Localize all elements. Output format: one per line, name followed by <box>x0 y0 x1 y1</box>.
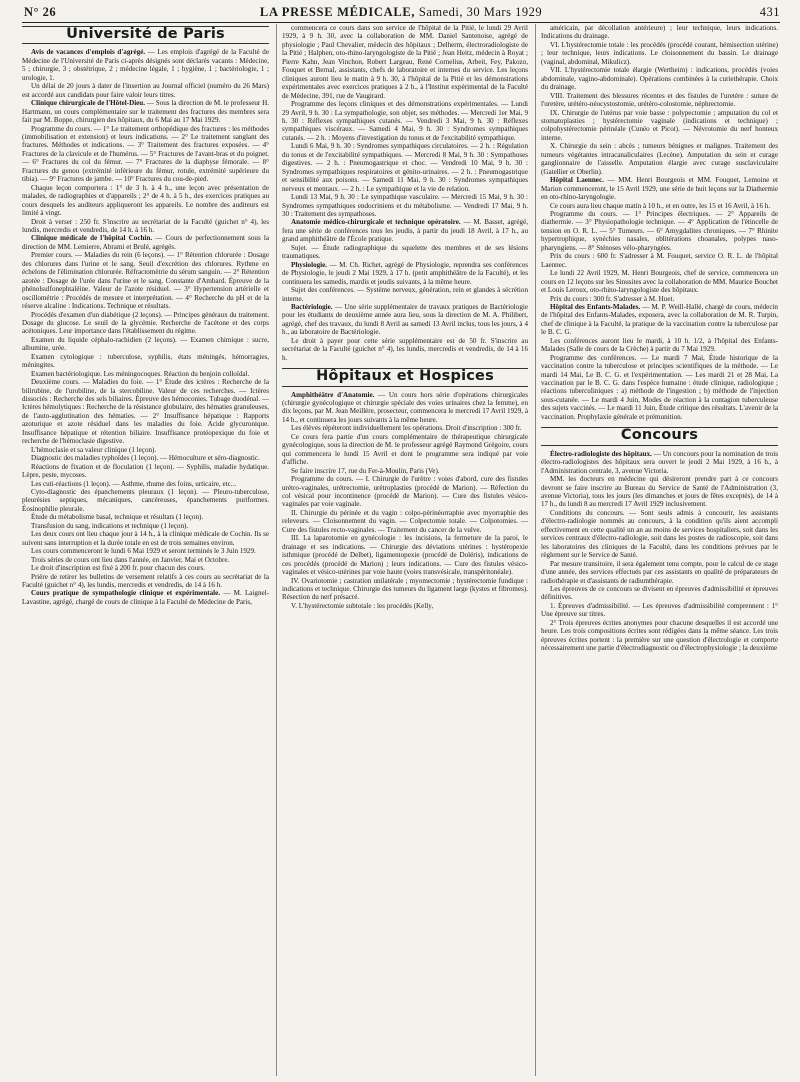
column-3 <box>541 24 778 1074</box>
paragraph-text: — M. P. Weill-Hallé, chargé de cours, médecin de l'hôpital des Enfants-Malades, exposera, avec la collaboration de M. R. Turpin, chef de clinique à la Faculté, la pratique de la vaccination contre la tuberculose par le B. C. G. <box>541 302 778 337</box>
section-title-hopitaux: Hôpitaux et Hospices <box>316 368 494 385</box>
paragraph <box>541 24 778 41</box>
paragraph <box>541 509 778 560</box>
paragraph <box>282 475 528 509</box>
paragraph <box>282 261 528 286</box>
paragraph-text: Programme des leçons cliniques et des démonstrations expérimentales. — Lundi 29 Avril, 9 h. 30 : La sympathologie, son objet, ses méthodes. — Mercredi 1er Mai, 9 h. 30 : Réflexes sympathiques cutanés. — Vendredi 3 Mai, 9 h. 30 : Réflexes sympathiques viscéraux. — Samedi 4 Mai, 9 h. 30 : Syndromes sympathiques cutanés. — 2 h. : Moyens d'investigation du tonus et de l'excitabilité sympathique. <box>282 100 528 142</box>
paragraph-text: — MM. Henri Bourgeois et MM. Fouquet, Lemoine et Marion commenceront, le 15 Avril 1929, une série de huit leçons sur la Diathermie en oto-rhino-laryngologie. <box>541 176 778 202</box>
paragraph-heading: Amphithéâtre d'Anatomie. <box>291 390 375 399</box>
paragraph-text: Transfusion du sang, indications et technique (1 leçon). <box>31 521 189 530</box>
section-rule <box>22 43 269 44</box>
paragraph <box>282 602 528 610</box>
paragraph <box>22 99 269 124</box>
paragraph <box>541 269 778 294</box>
paragraph <box>22 218 269 235</box>
paragraph <box>541 619 778 653</box>
paragraph-text: Les cours commenceront le lundi 6 Mai 1929 et seront terminés le 3 Juin 1929. <box>31 547 256 556</box>
col1-body <box>22 48 269 606</box>
paragraph-text: Examen cytologique : tuberculose, syphilis, états méningés, hémorragies, méningites. <box>22 352 269 370</box>
paragraph <box>541 252 778 269</box>
paragraph-text: Programme du cours. — I. Chirurgie de l'urètre : voies d'abord, cure des fistules urétro-vaginales, urétrectomie, urétroplasties (procédé de Marion). — Réfection du col vésical pour incontinence (procédé de Marion). — Cure des fistules vésico-vaginales par voie vaginale. <box>282 475 528 509</box>
paragraph <box>22 522 269 530</box>
paragraph <box>541 142 778 176</box>
paragraph <box>282 577 528 602</box>
journal-title-line <box>22 5 780 20</box>
paragraph-text: Prix du cours : 300 fr. S'adresser à M. Huet. <box>550 294 675 303</box>
paragraph-text: — Un cours hors série d'opérations chirurgicales (chirurgie gynécologique et chirurgie spéciale des voies urinaires chez la femme), en dix leçons, par M. Jean Meillère, prosecteur, commencera le mercredi 17 Avril 1929, à 14 h., et continuera les jours suivants à la même heure. <box>282 390 528 424</box>
paragraph <box>541 66 778 91</box>
paragraph-text: Réactions de fixation et de floculation (1 leçon). — Syphilis, maladie hydatique. Lèpre, peste, mycoses. <box>22 462 269 480</box>
paragraph-text: Premier cours. — Maladies du rein (6 leçons). — 1° Rétention chlorurée : Dosage des chlorures dans l'urine et le sang. Seuil d'excrétion des chlorures. Rythme en échelons de l'élimination chlorurée. Réfractomètrie du sérum sanguin. — 2° Rétention azotée : Dosage de l'urée dans l'urine et le sang. Constante d'Ambard. Épreuve de la phénolsulfonephtaléine. Valeur de l'azote résiduel. — 3° Hypertension artérielle et oscillométrie : Procédés de mesure et interprétation. — 4° Recherche du pH et de la réserve alcaline : Indications. Technique et résultats. <box>22 251 269 311</box>
paragraph <box>541 475 778 509</box>
paragraph <box>282 142 528 193</box>
paragraph <box>541 337 778 354</box>
masthead <box>22 4 780 23</box>
paragraph-text: — M. Laignel-Lavastine, agrégé, chargé de cours de clinique à la Faculté de Médecine de Paris, <box>22 589 269 606</box>
paragraph-text: Étude du métabolisme basal, technique et résultats (1 leçon). <box>31 513 204 522</box>
paragraph <box>22 463 269 480</box>
paragraph-text: 1. Épreuves d'admissibilité. — Les épreuves d'admissibilité comprennent : 1° Une épreuve sur titres. <box>541 601 778 619</box>
paragraph <box>541 41 778 66</box>
paragraph-text: Conditions du concours. — Sont seuls admis à concourir, les assistants d'électro-radiologie nommés au concours, à la condition qu'ils aient accompli effectivement en cette qualité un an au moins de services hospitaliers, soit dans les services centraux d'électro-radiologie, soit dans les postes de radioscopie, soit dans les laboratoires des cliniques de la Faculté, dans les conditions prévues par le règlement sur le Service de Santé. <box>541 508 778 560</box>
paragraph <box>541 92 778 109</box>
paragraph-heading: Cours pratique de sympathologie clinique et expérimentale. <box>31 589 221 598</box>
paragraph-text: — Cours de perfectionnement sous la direction de MM. Lemierre, Abrami et Brulé, agrégés. <box>22 234 269 251</box>
paragraph-text: — Une série supplémentaire de travaux pratiques de Bactériologie pour les étudiants de deuxième année aura lieu, sous la direction de M. A. Philibert, agrégé, chef des travaux, du lundi 8 Avril au samedi 13 Avril inclus, tous les jours, à 4 h., au laboratoire de Bactériologie. <box>282 302 528 337</box>
paragraph <box>22 234 269 251</box>
paragraph <box>282 303 528 337</box>
paragraph-heading: Avis de vacances d'emplois d'agrégé. <box>31 48 146 57</box>
paragraph <box>541 303 778 337</box>
paragraph <box>282 509 528 534</box>
paragraph <box>22 353 269 370</box>
paragraph <box>541 202 778 210</box>
paragraph-text: Procédés d'examen d'un diabétique (2 leçons). — Principes généraux du traitement. Dosage du glucose. Le seuil de la glycémie. Recherche de l'acétone et des corps acétoniques. Leur importance dans l'établissement du régime. <box>22 310 269 336</box>
paragraph <box>22 311 269 336</box>
paragraph-text: — M. Basset, agrégé, fera une série de conférences tous les jeudis, à partir du jeudi 18 Avril, à 17 h., au grand amphithéâtre de l'École pratique. <box>282 218 528 244</box>
paragraph-text: 2° Trois épreuves écrites anonymes pour chacune desquelles il est accordé une heure. Les trois compositions écrites sont rédigées dans la même séance. Les trois épreuves écrites portent : la première sur une question d'électrologie et comporte nécessairement une partie d'électrodiagnostic ou d'électrophysiologie ; la deuxième <box>541 618 778 653</box>
paragraph <box>22 125 269 184</box>
paragraph <box>282 193 528 218</box>
paragraph <box>22 556 269 564</box>
paragraph-text: Examen bactériologique. Les méningocoques. Réaction du benjoin colloïdal. <box>31 369 250 378</box>
paragraph-text: — Un concours pour la nomination de trois électro-radiologistes des hôpitaux sera ouvert le jeudi 2 Mai 1929, à 16 h., à l'Administration centrale, 3, avenue Victoria. <box>541 449 778 475</box>
paragraph-text: Lundi 13 Mai, 9 h. 30 : Le sympathique vasculaire. — Mercredi 15 Mai, 9 h. 30 : Syndromes sympathiques endocriniens et du métabolisme. — Vendredi 17 Mai, 9 h. 30 : Traitement des sympathoses. <box>282 193 528 218</box>
paragraph-text: Programme du cours. — 1° Le traitement orthopédique des fractures : les méthodes (immobilisation et extension) et leurs indications. — 2° Le traitement sanglant des fractures. Méthodes et indications. — 3° Traitement des fractures exposées. — 4° Fractures de la clavicule et de l'humérus. — 5° Fractures de l'avant-bras et du poignet. — 6° Fractures du col du fémur. — 7° Fractures de la diaphyse fémorale. — 8° Fractures du genou (extrémité inférieure du fémur, rotule, extrémité supérieure du tibia). — 9° Fractures de jambe. — 10° Fractures du cou-de-pied. <box>22 124 269 184</box>
paragraph-text: II. Chirurgie du périnée et du vagin : colpo-périnéorraphie avec myorraphie des releveurs. — Cloisonnement du vagin. — Colpectomie totale. — Colpotomies. — Cure des fistules recto-vaginales. — Traitement du cancer de la vulve. <box>282 508 528 534</box>
paragraph <box>22 564 269 572</box>
paragraph-heading: Électro-radiologiste des hôpitaux. <box>550 449 652 458</box>
paragraph <box>22 251 269 310</box>
paragraph-text: commencera ce cours dans son service de l'hôpital de la Pitié, le lundi 29 Avril 1929, à 9 h. 30, avec la collaboration de MM. Daniel Santenoise, agrégé de physiologie ; Paul Chevalier, médecin des hôpitaux ; Delherm, électroradiologiste de la Pitié ; Halphen, oto-rhino-laryngologiste de la Pitié ; Jean Heitz, médecin à Royat ; Pierre Kahn, Jean Vinchon, Robert Largeau, René Cornelius, Arbeit, Fey, Pakozo, Fouquet et Bernal, assistants, chefs de laboratoire et internes du service. Les leçons cliniques auront lieu le matin à 9 h. 30, à l'hôpital de la Pitié et les démonstrations expérimentales avec exercices pratiques à 2 h., à l'Institut expérimental de la Faculté de Médecine, 391, rue de Vaugirard. <box>282 24 528 100</box>
paragraph-text: Le droit d'inscription est fixé à 200 fr. pour chacun des cours. <box>31 564 206 573</box>
column-2 <box>282 24 528 1074</box>
col2-top-body <box>282 24 528 362</box>
paragraph <box>541 450 778 475</box>
paragraph <box>282 467 528 475</box>
paragraph-text: Prière de retirer les bulletins de versement relatifs à ces cours au secrétariat de la Faculté (guichet n° 4), les lundis, mercredis et vendredis, de 14 à 16 h. <box>22 572 269 589</box>
issue-date: Samedi, 30 Mars 1929 <box>418 5 543 19</box>
paragraph-text: IX. Chirurgie de l'utérus par voie basse : polypectomie ; amputation du col et stomatoplasties ; hystérectomie vaginale (indications et technique) ; colpohystérectomie périnéale (Cunéo et Picot). — Névrotomie du nerf honteux interne. <box>541 108 778 142</box>
paragraph-text: — Sous la direction de M. le professeur H. Hartmann, un cours complémentaire sur le traitement des fractures des membres sera fait par M. Boppe, chirurgien des hôpitaux, du 6 Mai au 17 Mai 1929. <box>22 99 269 125</box>
paragraph-text: — M. Ch. Richet, agrégé de Physiologie, reprendra ses conférences de Physiologie, le jeudi 2 Mai 1929, à 17 h. (petit amphithéâtre de la Faculté), et les continuera les samedis, mardis et jeudis suivants, à la même heure. <box>282 260 528 286</box>
section-title-concours: Concours <box>620 427 699 444</box>
paragraph-text: Les deux cours ont lieu chaque jour à 14 h., à la clinique médicale de Cochin. Ils se suivent sans interruption et la durée totale en est de trois semaines environ. <box>22 530 269 547</box>
paragraph-text: Diagnostic des maladies typhoïdes (1 leçon). — Hémoculture et séro-diagnostic. <box>31 454 260 463</box>
paragraph <box>282 433 528 467</box>
paragraph <box>282 24 528 100</box>
paragraph <box>541 176 778 201</box>
paragraph-text: Les épreuves de ce concours se divisent en épreuves d'admissibilité et épreuves définitives. <box>541 585 778 602</box>
paragraph <box>282 337 528 362</box>
page-number: 431 <box>759 5 780 19</box>
section-rule <box>282 386 528 387</box>
paragraph <box>22 446 269 454</box>
paragraph <box>282 100 528 142</box>
paragraph <box>22 454 269 462</box>
paragraph-text: MM. les docteurs en médecine qui désireront prendre part à ce concours devront se faire inscrire au Bureau du Service de Santé de l'Administration (3, avenue Victoria), tous les jours (les dimanches et jours de fêtes exceptés), de 14 à 17 h., du lundi 8 au mercredi 17 Avril 1929 inclusivement. <box>541 475 778 509</box>
paragraph-text: III. La laparotomie en gynécologie : les incisions, la fermeture de la paroi, le drainage et ses indications. — Chirurgie des déviations utérines : hystéropexie isthmique (procédé de Delbet), ligamentopexie (procédé de Doléris), indications de ces procédés (procédé de Marion) ; leurs indications. — Cure des fistules vésico-vaginales et vésico-utérines par voie haute (voies transvésicale, transpéritonéale). <box>282 534 528 577</box>
paragraph <box>22 480 269 488</box>
paragraph <box>282 244 528 261</box>
column-divider <box>535 24 536 1076</box>
paragraph <box>282 218 528 243</box>
journal-name: LA PRESSE MÉDICALE, <box>259 5 416 19</box>
paragraph-heading: Hôpital Laennec. <box>550 176 604 185</box>
paragraph-text: Les élèves répéteront individuellement les opérations. Droit d'inscription : 300 fr. <box>291 424 522 433</box>
paragraph <box>22 547 269 555</box>
column-1 <box>22 24 269 1074</box>
paragraph <box>282 534 528 576</box>
paragraph <box>541 109 778 143</box>
paragraph <box>541 295 778 303</box>
paragraph <box>282 391 528 425</box>
paragraph-text: Les cuti-réactions (1 leçon). — Asthme, rhume des foins, urticaire, etc... <box>31 479 237 488</box>
paragraph <box>541 354 778 422</box>
issue-number: N° 26 <box>24 5 57 19</box>
paragraph-text: Trois séries de cours ont lieu dans l'année, en Janvier, Mai et Octobre. <box>31 555 230 564</box>
paragraph-text: Prix du cours : 600 fr. S'adresser à M. Fouquet, service O. R. L. de l'hôpital Laennec. <box>541 252 778 269</box>
paragraph-heading: Clinique médicale de l'hôpital Cochin. <box>31 234 153 243</box>
paragraph <box>282 424 528 432</box>
paragraph-text: V. L'hystérectomie subtotale : les procédés (Kelly, <box>291 601 434 610</box>
paragraph-text: Le droit à payer pour cette série supplémentaire est de 50 fr. S'inscrire au secrétariat de la Faculté (guichet n° 4), les lundis, mercredis et vendredis, de 14 à 16 h. <box>282 336 528 362</box>
paragraph-text: Cyto-diagnostic des épanchements pleuraux (1 leçon). — Pleuro-tuberculose, pleurésies septiques, mécaniques, cancéreuses, épanchements puriformes. Éosinophilie pleurale. <box>22 488 269 513</box>
paragraph <box>22 336 269 353</box>
paragraph <box>541 602 778 619</box>
paragraph-text: VI. L'hystérectomie totale : les procédés (procédé courant, hémisection utérine) ; leur technique, leurs indications. Le cloisonnement du bassin. Le drainage (vaginal, abdominal, Mikulicz). <box>541 40 778 66</box>
paragraph-heading: Anatomie médico-chirurgicale et technique opératoire. <box>291 218 461 227</box>
section-rule <box>541 445 778 446</box>
paragraph <box>22 184 269 218</box>
paragraph-text: Sujet. — Étude radiographique du squelette des membres et de ses lésions traumatiques. <box>282 243 528 261</box>
paragraph-text: Ce cours fera partie d'un cours complémentaire de thérapeutique chirurgicale gynécologique, sous la direction de M. le professeur agrégé Raymond Grégoire, cours qui commencera le lundi 15 Avril et dont le programme sera indiqué par voie d'affiche. <box>282 432 528 467</box>
paragraph-text: Ce cours aura lieu chaque matin à 10 h., et en outre, les 15 et 16 Avril, à 16 h. <box>550 201 771 210</box>
paragraph-text: Par mesure transitoire, il sera également tenu compte, pour le calcul de ce stage d'une année, des services effectués par ces assistants en qualité de préparateurs de radiothérapie et d'assistants de radiumthérapie. <box>541 559 778 585</box>
paragraph <box>22 589 269 606</box>
col2-bottom-body <box>282 391 528 611</box>
paragraph <box>282 286 528 303</box>
paragraph-text: Droit à verser : 250 fr. S'inscrire au secrétariat de la Faculté (guichet n° 4), les lundis, mercredis et vendredis, de 14 h. à 16 h. <box>22 217 269 234</box>
paragraph <box>22 573 269 590</box>
paragraph <box>541 560 778 585</box>
paragraph-text: Les conférences auront lieu le mardi, à 10 h. 1/2, à l'hôpital des Enfants-Malades (Salle de cours de la Crèche) à partir du 7 Mai 1929. <box>541 336 778 354</box>
paragraph-text: Lundi 6 Mai, 9 h. 30 : Syndromes sympathiques circulatoires. — 2 h. : Régulation du tonus et de l'excitabilité sympathiques. — Mercredi 8 Mai, 9 h. 30 : Sympathoses digestives. — 2 h. : Pneumogastrique et choc. — Vendredi 10 Mai, 9 h. 30 : Syndromes sympathiques respiratoires et génito-urinaires. — 2 h. : Pneumogastrique et sensibilité aux poisons. — Samedi 11 Mai, 9 h. 30 : Syndromes sympathiques nerveux et mentaux. — 2 h. : Le sympathique et la vie de relation. <box>282 142 528 193</box>
paragraph-text: Chaque leçon comportera : 1° de 3 h. à 4 h., une leçon avec présentation de malades, de radiographies et d'appareils ; 2° de 4 h. à 5 h., des exercices pratiques au cours desquels les auditeurs appliqueront les appareils. Le nombre des auditeurs est limité à vingt. <box>22 183 269 218</box>
paragraph-text: L'hémoclasie et sa valeur clinique (1 leçon). <box>31 445 157 454</box>
paragraph-text: Deuxième cours. — Maladies du foie. — 1° Étude des ictères : Recherche de la bilirubine, de l'urobiline, de la stercobiline. Valeur de ces recherches. — Ictères dissociés : Recherche des sels biliaires. Épreuve des hémoconies. Tubage duodénal. — Ictères hémolytiques : Recherche de la résistance globulaire, des hématies granuleuses, de l'auto-agglutination des hématies. — 2° Insuffisance hépatique : Rapports azoturique et azote résiduel dans les maladies du foie. Acide glycuronique. Insuffisance hépatique et rétention biliaire. Insuffisance protéopexique du foie et recherche de l'hémoclasie digestive. <box>22 378 269 446</box>
paragraph <box>22 370 269 378</box>
paragraph-text: X. Chirurgie du sein : abcès ; tumeurs bénignes et malignes. Traitement des tumeurs végétantes intracanaliculaires (Lecène). Amputation du sein et curage ganglionnaire de l'aisselle. Amputation élargie avec curage susclaviculaire (Gatellier et Oberlin). <box>541 142 778 176</box>
column-divider <box>276 24 277 1076</box>
paragraph-text: IV. Ovariotomie ; castration unilatérale ; myomectomie ; hystérectomie fundique : indications et technique. Chirurgie des tumeurs du ligament large (kystes et fibromes). Résection du nerf présacré. <box>282 576 528 602</box>
paragraph-text: VIII. Traitement des blessures récentes et des fistules de l'uretère : suture de l'uretère, urétéro-néocystostomie, urétéro-colostomie, néphrectomie. <box>541 91 778 109</box>
paragraph <box>22 530 269 547</box>
paragraph-text: Programme des conférences. — Le mardi 7 Mai, Étude historique de la vaccination contre la tuberculose et principes scientifiques de la méthode. — Le mardi 14 Mai, Le B. C. G. et l'expérimentation. — Les mardi 21 et 28 Mai, La vaccination par le B. C. G. dans l'espèce humaine : étude clinique, radiologique ; réactions tuberculiniques : a) méthode de l'ingestion ; b) méthode de l'injection sous-cutanée. — Le mardi 4 Juin, Modes de réaction à la contagion tuberculeuse des sujets vaccinés. — Le mardi 11 Juin, Étude critique des résultats. L'avenir de la vaccination. Prophylaxie générale et prémunition. <box>541 353 778 421</box>
paragraph-heading: Physiologie. <box>291 260 328 269</box>
paragraph-heading: Hôpital des Enfants-Malades. <box>550 302 641 311</box>
paragraph-text: Se faire inscrire 17, rue du Fer-à-Moulin, Paris (Ve). <box>291 466 440 475</box>
paragraph-text: Examen du liquide céphalo-rachidien (2 leçons). — Examen chimique : sucre, albumine, urée. <box>22 335 269 353</box>
paragraph-text: Programme du cours. — 1° Principes électriques. — 2° Appareils de diathermie. — 3° Physiopathologie technique. — 4° Application de l'étincelle de tension en O. R. L. — 5° Tumeurs. — 6° Amygdalites chroniques. — 7° Rhinite hypertrophique, synéchies nasales, oblitérations choanales, polypes naso-pharyngiens. — 8° Sténoses vélo-pharyngées. <box>541 209 778 252</box>
paragraph-text: Un délai de 20 jours à dater de l'insertion au Journal officiel (numéro du 26 Mars) est accordé aux candidats pour faire valoir leurs titres. <box>22 82 269 99</box>
paragraph <box>22 378 269 446</box>
paragraph <box>22 513 269 521</box>
paragraph-text: Le lundi 22 Avril 1929, M. Henri Bourgeois, chef de service, commencera un cours en 12 leçons sur les Sinusites avec la collaboration de MM. Maurice Bouchet et Louis Leroux, oto-rhino-laryngologiste des hôpitaux. <box>541 269 778 295</box>
paragraph-heading: Clinique chirurgicale de l'Hôtel-Dieu. <box>31 99 146 108</box>
paragraph <box>22 48 269 82</box>
paragraph-text: — Les emplois d'agrégé de la Faculté de Médecine de l'Université de Paris ci-après désignés sont déclarés vacants : Médecine, 5 ; chirurgie, 3 ; obstétrique, 2 ; médecine légale, 1 ; hygiène, 1 ; bactériologie, 1 ; urologie, 1. <box>22 48 269 82</box>
col3-top-body <box>541 24 778 421</box>
paragraph <box>541 585 778 602</box>
paragraph <box>22 82 269 99</box>
section-title-universite: Université de Paris <box>66 26 225 42</box>
paragraph <box>541 210 778 252</box>
paragraph-heading: Bactériologie. <box>291 302 333 311</box>
paragraph-text: Sujet des conférences. — Système nerveux, génération, rein et glandes à sécrétion interne. <box>282 286 528 303</box>
paragraph <box>22 488 269 513</box>
paragraph-text: américain, par décollation antérieure) ; leur technique, leurs indications. Indications du drainage. <box>541 24 778 41</box>
col3-bottom-body <box>541 450 778 653</box>
paragraph-text: VII. L'hystérectomie totale élargie (Wertheim) : indications, procédés (voies abdominale, vagino-abdominale). Opérations combinées à la curiethérapie. Choix du drainage. <box>541 66 778 92</box>
